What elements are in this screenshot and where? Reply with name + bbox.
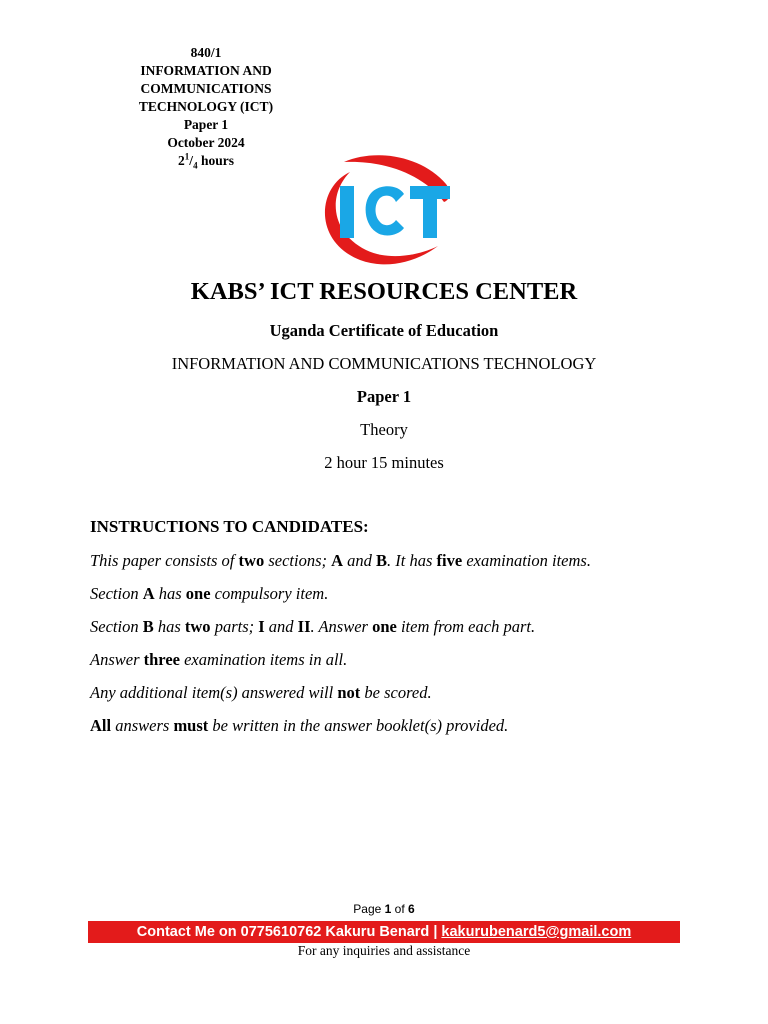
- subject-name: INFORMATION AND COMMUNICATIONS TECHNOLOGY: [171, 354, 597, 373]
- paper-code: 840/1: [190, 45, 222, 60]
- email-link[interactable]: kakurubenard5@gmail.com: [441, 924, 632, 940]
- contact-text: Contact Me on 0775610762 Kakuru Benard |: [136, 924, 442, 940]
- subject-line-3: TECHNOLOGY (ICT): [138, 99, 274, 114]
- exam-header: [120, 44, 292, 170]
- exam-time: 2 hour 15 minutes: [324, 453, 444, 472]
- centre-title: KABS’ ICT RESOURCES CENTER: [190, 278, 578, 305]
- subject-line-1: INFORMATION AND: [140, 63, 272, 78]
- exam-date: October 2024: [167, 135, 245, 150]
- certificate-name: Uganda Certificate of Education: [269, 321, 499, 340]
- instruction-line-1: This paper consists of two sections; A and B. It has five examination items.: [90, 551, 591, 570]
- instruction-line-2: Section A has one compulsory item.: [90, 584, 329, 603]
- instruction-line-6: All answers must be written in the answer booklet(s) provided.: [90, 716, 509, 735]
- page-number: Page 1 of 6: [353, 902, 415, 916]
- contact-banner: [88, 921, 680, 943]
- instruction-line-5: Any additional item(s) answered will not be scored.: [90, 683, 432, 702]
- subject-line-2: COMMUNICATIONS: [140, 81, 272, 96]
- ict-logo: [314, 150, 456, 268]
- paper-number: Paper 1: [183, 117, 229, 132]
- instruction-line-4: Answer three examination items in all.: [90, 650, 348, 669]
- footer-note: For any inquiries and assistance: [297, 943, 471, 958]
- instruction-line-3: Section B has two parts; I and II. Answer one item from each part.: [90, 617, 536, 636]
- paper-label: Paper 1: [356, 387, 412, 406]
- exam-duration: $2^1/_4$ hours: [178, 151, 234, 171]
- paper-type: Theory: [360, 420, 408, 439]
- instructions-heading: INSTRUCTIONS TO CANDIDATES:: [90, 517, 369, 536]
